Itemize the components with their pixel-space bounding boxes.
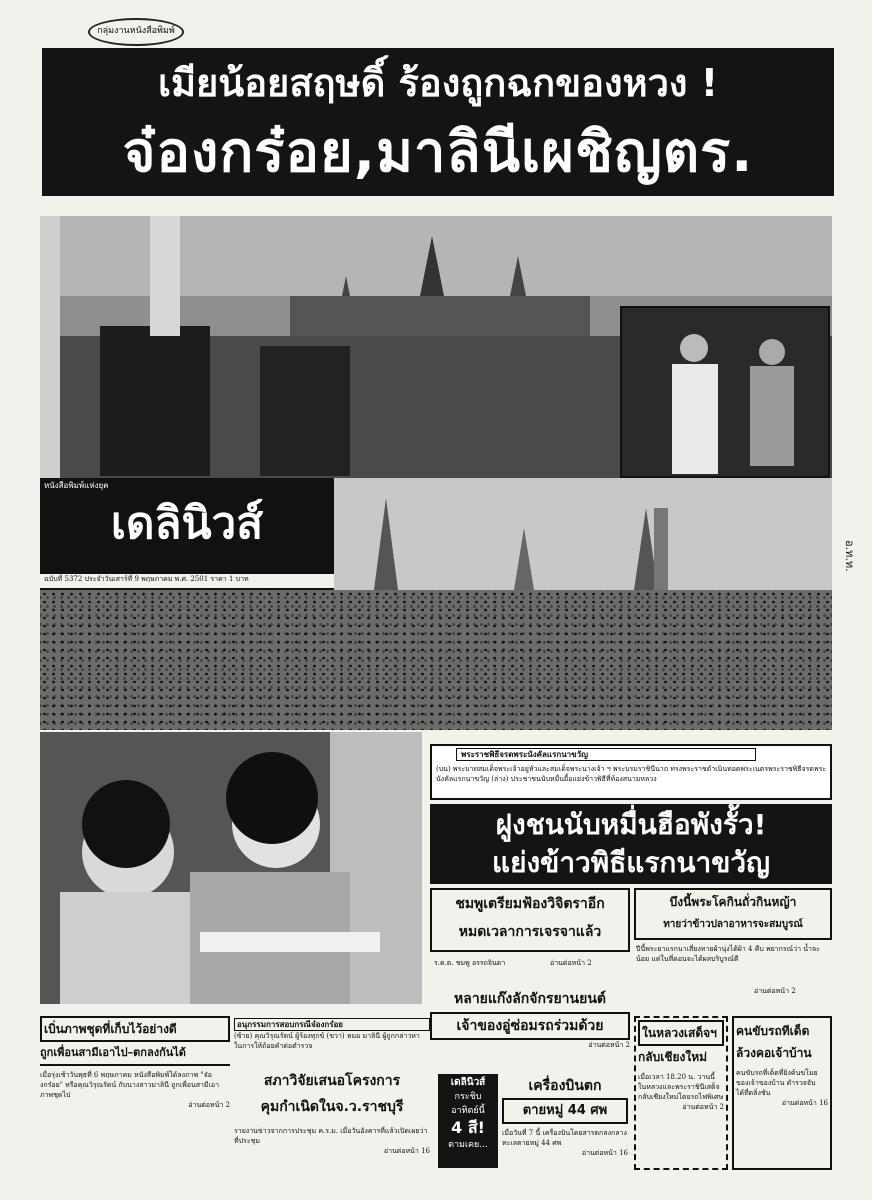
promo-line-2: กระชิบ — [454, 1092, 482, 1102]
story-photos-head2[interactable]: ถูกเพื่อนสามีเอาไป–ตกลงกันได้ — [40, 1042, 230, 1066]
story-chompoo-headbox — [430, 888, 630, 952]
story-research-head2[interactable]: คุมกำเนิดในจ.ว.ราชบุรี — [260, 1099, 404, 1115]
story-motorcycle-head1[interactable]: หลายแก๊งลักจักรยานยนต์ — [454, 991, 606, 1007]
story-photos-head1[interactable]: เบิ่นภาพชุดที่เก็บไว้อย่างดี — [40, 1016, 230, 1042]
story-plane-cont[interactable]: อ่านต่อหน้า 16 — [581, 1149, 628, 1157]
headline-line-2: จ๋องกร๋อย,มาลินีเผชิญตร. — [122, 120, 754, 185]
promo-box — [438, 1074, 498, 1168]
story-subcommittee — [234, 1018, 430, 1062]
story-king-head1[interactable]: ในหลวงเสด็จฯ — [638, 1020, 724, 1046]
promo-line-1[interactable]: เดลินิวส์ — [450, 1077, 486, 1088]
masthead-name: เดลินิวส์ — [110, 498, 264, 549]
story-research-cont[interactable]: อ่านต่อหน้า 16 — [383, 1147, 430, 1155]
story-ox-cont[interactable]: อ่านต่อหน้า 2 — [754, 987, 796, 995]
story-motorcycle-cont[interactable]: อ่านต่อหน้า 2 — [588, 1041, 630, 1049]
masthead-issue-line: ฉบับที่ 5372 ประจำวันเสาร์ที่ 9 พฤษภาคม พ.ศ. 2501 ราคา 1 บาท — [40, 574, 334, 588]
story-photos — [40, 1016, 230, 1186]
story-ox-body: ปีนี้พระยาแรกนาเสี่ยงทายผ้านุ่งได้ผ้า 4 คืบ พยากรณ์ว่า น้ำจะน้อย แต่ในที่ดอนจะได้ผลบริบูรณ์ดี — [636, 945, 820, 963]
women-photo-graphic — [40, 732, 422, 1004]
story-research — [234, 1068, 430, 1184]
story-driver-cont[interactable]: อ่านต่อหน้า 16 — [781, 1099, 828, 1107]
story-driver-head2[interactable]: ล้วงคอเจ้าบ้าน — [736, 1046, 812, 1060]
story-driver — [732, 1016, 832, 1170]
headline-banner — [42, 48, 834, 196]
story-chompoo — [430, 888, 630, 982]
story-driver-body: คนขับรถที่เด็ดที่ยิงค้นขโมยของเจ้าของบ้าน ตำรวจจับได้ที่ตลิ่งชัน — [736, 1069, 818, 1097]
crowd-photo — [334, 478, 832, 590]
story-chompoo-cont[interactable]: อ่านต่อหน้า 2 — [550, 959, 592, 967]
story-king-cont[interactable]: อ่านต่อหน้า 2 — [682, 1103, 724, 1111]
caption-box — [430, 744, 832, 800]
library-stamp — [88, 18, 184, 46]
promo-line-3: อาทิตย์นี้ — [451, 1106, 485, 1116]
story-subcommittee-body: (ซ้าย) คุณวิรุณรัตน์ ผู้ร้องทุกข์ (ขวา) หมอ มาลินี ผู้ถูกกล่าวหา ในการให้ถ้อยคำต่อตำรวจ — [234, 1032, 420, 1050]
promo-line-4: 4 สี! — [451, 1118, 485, 1137]
women-photo — [40, 732, 422, 1004]
promo-line-5: ตามเคย... — [448, 1140, 488, 1150]
story-ox — [634, 888, 832, 998]
headline-line-1: เมียน้อยสฤษดิ์ ร้องถูกฉกของหวง ! — [157, 61, 719, 105]
story-chompoo-head2[interactable]: หมดเวลาการเจรจาแล้ว — [458, 924, 602, 940]
story-plane-head1[interactable]: เครื่องบินตก — [528, 1078, 602, 1094]
story-ox-head2[interactable]: ทายว่าข้าวปลาอาหารจะสมบูรณ์ — [663, 919, 803, 930]
story-motorcycle-head2[interactable]: เจ้าของอู่ซ่อมรถร่วมด้วย — [430, 1012, 630, 1040]
story-driver-head1[interactable]: คนขับรถทีเด็ด — [736, 1024, 810, 1038]
story-king — [634, 1016, 728, 1170]
story-plane-body: เมื่อวันที่ 7 นี้ เครื่องบินโดยสารตกลงกลางทะเลตายหมู่ 44 ศพ — [502, 1129, 627, 1147]
story-chompoo-head1[interactable]: ชมพูเตรียมฟ้องวิจิตราอีก — [455, 896, 605, 912]
story-subcommittee-head1[interactable]: อนุกรรมการสอบกรณีจ๋องกร๋อย — [234, 1018, 430, 1031]
story-photos-cont[interactable]: อ่านต่อหน้า 2 — [188, 1101, 230, 1109]
story-plane-head2[interactable]: ตายหมู่ 44 ศพ — [502, 1098, 628, 1124]
story-research-body: รายงานข่าวจากการประชุม ค.ร.ม. เมื่อวันอังคารที่แล้วเปิดเผยว่า ที่ประชุม — [234, 1127, 428, 1145]
story-ox-headbox — [634, 888, 832, 940]
story-king-head2[interactable]: กลับเชียงใหม่ — [638, 1050, 708, 1064]
crowd-photo-lower — [40, 590, 832, 730]
crowd-photo-sky — [334, 478, 832, 590]
royal-inset-graphic — [622, 308, 828, 476]
masthead-tagline: หนังสือพิมพ์แห่งยุค — [44, 481, 109, 490]
big-story-banner — [430, 804, 832, 884]
big-story-line-2: แย่งข้าวพิธีแรกนาขวัญ — [492, 846, 770, 879]
story-king-body: เมื่อเวลา 18.20 น. วานนี้ ในหลวงและพระราชินีเสด็จกลับเชียงใหม่โดยรถไฟพิเศษ — [638, 1073, 724, 1101]
story-ox-head1[interactable]: บึงนี้พระโคกินถั่วกินหญ้า — [669, 895, 797, 909]
royal-inset-photo — [620, 306, 830, 478]
side-mark: อ.ท.ท. — [843, 540, 856, 572]
story-photos-body: เมื่อรุ่งเช้าวันพุธที่ 6 พฤษภาคม หนังสือพิมพ์ได้ลงภาพ "จ๋องกร๋อย" หรือคุณวิรุณรัตน์ กับนางสาวมาลินี ถูกเพื่อนสามีเอาภาพชุดไป — [40, 1071, 220, 1099]
story-chompoo-byline: ร.ต.ต. ชมพู อรรถจินดา — [434, 959, 506, 967]
big-story-line-1: ฝูงชนนับหมื่นฮือพังรั้ว! — [495, 808, 767, 841]
story-motorcycle — [430, 986, 630, 1056]
story-plane — [502, 1074, 628, 1184]
story-research-head1[interactable]: สภาวิจัยเสนอโครงการ — [263, 1073, 401, 1089]
caption-title: พระราชพิธีจรดพระนังคัลแรกนาขวัญ — [456, 748, 756, 761]
masthead — [40, 478, 334, 590]
library-stamp-text: กลุ่มงานหนังสือพิมพ์ — [97, 26, 175, 36]
caption-body: (บน) พระบาทสมเด็จพระเจ้าอยู่หัวและสมเด็จพระนางเจ้า ฯ พระบรมราชินีนาถ ทรงพระราชดำเนินทอดพระเนตรพระราชพิธีจรดพระนังคัลแรกนาขวัญ (ล่าง) ประชาชนนับหมื่นยื้อแย่งข้าวพิธีที่ท้องสนามหลวง — [436, 765, 827, 783]
